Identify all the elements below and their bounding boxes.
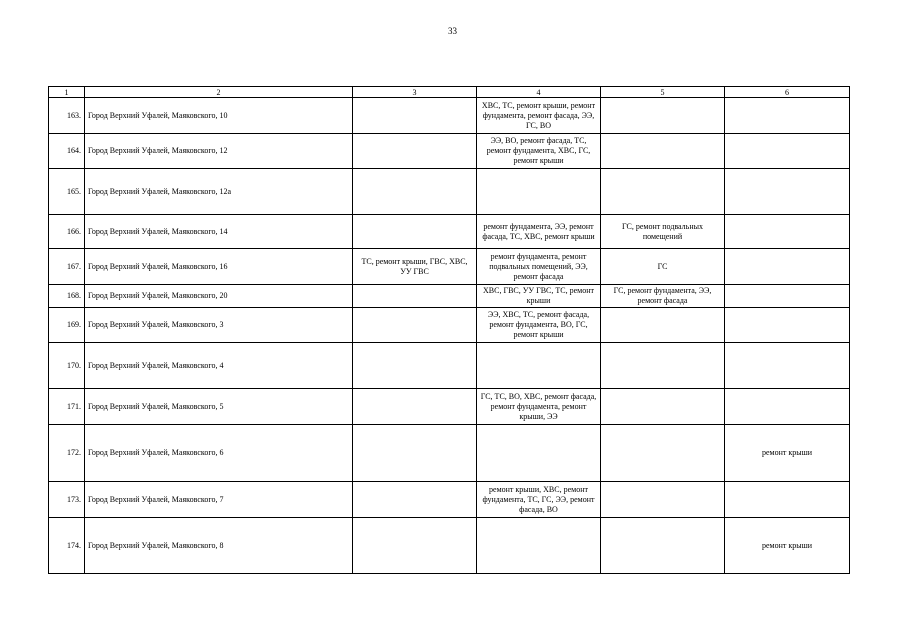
address-cell: Город Верхний Уфалей, Маяковского, 7 bbox=[85, 482, 353, 518]
address-cell: Город Верхний Уфалей, Маяковского, 4 bbox=[85, 343, 353, 389]
cell-col4 bbox=[477, 343, 601, 389]
column-header-4: 4 bbox=[477, 87, 601, 98]
cell-col3 bbox=[353, 425, 477, 482]
cell-col6 bbox=[725, 98, 850, 134]
cell-col6 bbox=[725, 134, 850, 169]
table-row bbox=[49, 343, 850, 389]
cell-col5: ГС, ремонт подвальных помещений bbox=[601, 215, 725, 249]
cell-col4 bbox=[477, 425, 601, 482]
housing-table bbox=[48, 86, 850, 574]
table-row bbox=[49, 308, 850, 343]
column-header-6: 6 bbox=[725, 87, 850, 98]
column-header-2: 2 bbox=[85, 87, 353, 98]
cell-col5 bbox=[601, 343, 725, 389]
page-number: 33 bbox=[448, 26, 457, 36]
cell-col5 bbox=[601, 308, 725, 343]
cell-col5 bbox=[601, 389, 725, 425]
cell-col3 bbox=[353, 389, 477, 425]
column-header-1: 1 bbox=[49, 87, 85, 98]
cell-col6 bbox=[725, 215, 850, 249]
address-cell: Город Верхний Уфалей, Маяковского, 12 bbox=[85, 134, 353, 169]
address-cell: Город Верхний Уфалей, Маяковского, 16 bbox=[85, 249, 353, 285]
row-number: 170. bbox=[49, 343, 85, 389]
cell-col5 bbox=[601, 169, 725, 215]
cell-col4 bbox=[477, 518, 601, 574]
address-cell: Город Верхний Уфалей, Маяковского, 3 bbox=[85, 308, 353, 343]
address-cell: Город Верхний Уфалей, Маяковского, 5 bbox=[85, 389, 353, 425]
cell-col3: ТС, ремонт крыши, ГВС, ХВС, УУ ГВС bbox=[353, 249, 477, 285]
cell-col6: ремонт крыши bbox=[725, 425, 850, 482]
row-number: 173. bbox=[49, 482, 85, 518]
row-number: 167. bbox=[49, 249, 85, 285]
cell-col5 bbox=[601, 134, 725, 169]
table-row bbox=[49, 249, 850, 285]
address-cell: Город Верхний Уфалей, Маяковского, 12а bbox=[85, 169, 353, 215]
header-row bbox=[49, 87, 850, 98]
cell-col4: ГС, ТС, ВО, ХВС, ремонт фасада, ремонт фундамента, ремонт крыши, ЭЭ bbox=[477, 389, 601, 425]
address-cell: Город Верхний Уфалей, Маяковского, 14 bbox=[85, 215, 353, 249]
cell-col4: ремонт фундамента, ремонт подвальных помещений, ЭЭ, ремонт фасада bbox=[477, 249, 601, 285]
cell-col3 bbox=[353, 134, 477, 169]
cell-col3 bbox=[353, 215, 477, 249]
cell-col6 bbox=[725, 285, 850, 308]
cell-col3 bbox=[353, 169, 477, 215]
table-row bbox=[49, 389, 850, 425]
cell-col4 bbox=[477, 169, 601, 215]
cell-col5: ГС, ремонт фундамента, ЭЭ, ремонт фасада bbox=[601, 285, 725, 308]
column-header-5: 5 bbox=[601, 87, 725, 98]
cell-col3 bbox=[353, 482, 477, 518]
address-cell: Город Верхний Уфалей, Маяковского, 20 bbox=[85, 285, 353, 308]
address-cell: Город Верхний Уфалей, Маяковского, 10 bbox=[85, 98, 353, 134]
cell-col3 bbox=[353, 308, 477, 343]
address-cell: Город Верхний Уфалей, Маяковского, 8 bbox=[85, 518, 353, 574]
cell-col5: ГС bbox=[601, 249, 725, 285]
cell-col6 bbox=[725, 389, 850, 425]
address-cell: Город Верхний Уфалей, Маяковского, 6 bbox=[85, 425, 353, 482]
table-row bbox=[49, 425, 850, 482]
cell-col6 bbox=[725, 482, 850, 518]
cell-col5 bbox=[601, 518, 725, 574]
column-header-3: 3 bbox=[353, 87, 477, 98]
cell-col3 bbox=[353, 518, 477, 574]
table-row bbox=[49, 285, 850, 308]
row-number: 171. bbox=[49, 389, 85, 425]
cell-col3 bbox=[353, 285, 477, 308]
cell-col5 bbox=[601, 425, 725, 482]
cell-col4: ХВС, ГВС, УУ ГВС, ТС, ремонт крыши bbox=[477, 285, 601, 308]
row-number: 165. bbox=[49, 169, 85, 215]
row-number: 174. bbox=[49, 518, 85, 574]
table-row bbox=[49, 518, 850, 574]
cell-col4: ремонт крыши, ХВС, ремонт фундамента, ТС, ГС, ЭЭ, ремонт фасада, ВО bbox=[477, 482, 601, 518]
cell-col4: ЭЭ, ХВС, ТС, ремонт фасада, ремонт фундамента, ВО, ГС, ремонт крыши bbox=[477, 308, 601, 343]
table-row bbox=[49, 98, 850, 134]
cell-col4: ХВС, ТС, ремонт крыши, ремонт фундамента, ремонт фасада, ЭЭ, ГС, ВО bbox=[477, 98, 601, 134]
cell-col4: ЭЭ, ВО, ремонт фасада, ТС, ремонт фундамента, ХВС, ГС, ремонт крыши bbox=[477, 134, 601, 169]
row-number: 168. bbox=[49, 285, 85, 308]
row-number: 172. bbox=[49, 425, 85, 482]
row-number: 163. bbox=[49, 98, 85, 134]
cell-col6 bbox=[725, 249, 850, 285]
cell-col4: ремонт фундамента, ЭЭ, ремонт фасада, ТС, ХВС, ремонт крыши bbox=[477, 215, 601, 249]
row-number: 166. bbox=[49, 215, 85, 249]
cell-col6: ремонт крыши bbox=[725, 518, 850, 574]
table-row bbox=[49, 482, 850, 518]
cell-col5 bbox=[601, 98, 725, 134]
cell-col6 bbox=[725, 308, 850, 343]
cell-col5 bbox=[601, 482, 725, 518]
cell-col6 bbox=[725, 169, 850, 215]
table-row bbox=[49, 134, 850, 169]
table-row bbox=[49, 215, 850, 249]
cell-col6 bbox=[725, 343, 850, 389]
row-number: 169. bbox=[49, 308, 85, 343]
cell-col3 bbox=[353, 343, 477, 389]
table-row bbox=[49, 169, 850, 215]
cell-col3 bbox=[353, 98, 477, 134]
row-number: 164. bbox=[49, 134, 85, 169]
